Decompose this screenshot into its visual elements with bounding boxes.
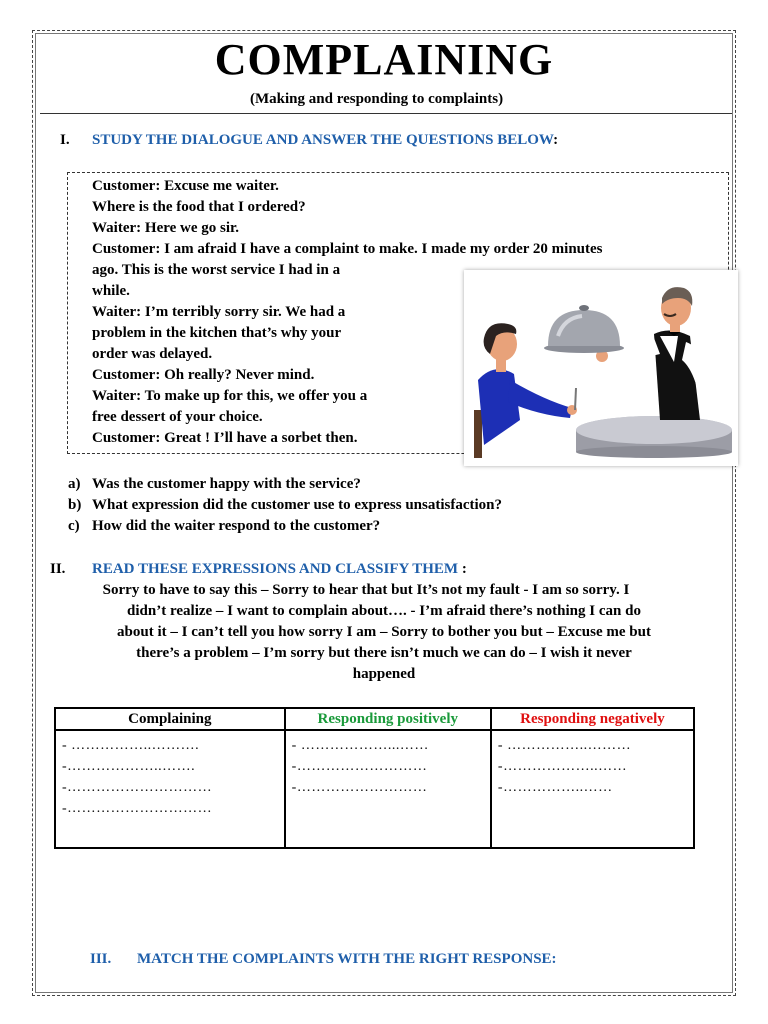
answer-line[interactable]: -………………………… [62,780,213,795]
question-a [68,476,361,493]
dialogue-line: Waiter: To make up for this, we offer you a [92,388,368,404]
dialogue-line: Waiter: I’m terribly sorry sir. We had a [92,304,346,320]
section-1-colon: : [553,132,559,148]
classification-table [54,707,695,849]
question-label: c) [68,518,80,534]
answer-line[interactable]: -……………..…… [497,780,613,795]
dialogue-line: Customer: Excuse me waiter. [92,178,279,194]
dialogue-line: problem in the kitchen that’s why your [92,325,342,341]
expression-line: Sorry to have to say this – Sorry to hear that but It’s not my fault - I am so sorry. I [102,582,630,598]
answer-line[interactable]: - ……………..……… [497,738,632,753]
question-text: How did the waiter respond to the customer? [92,518,381,534]
answer-line[interactable]: - ……………..………. [62,738,200,753]
title-divider [40,113,732,114]
dialogue-line: Where is the food that I ordered? [92,199,306,215]
expression-line: about it – I can’t tell you how sorry I am – Sorry to bother you but – Excuse me but [117,624,651,640]
question-text: Was the customer happy with the service? [92,476,361,492]
answer-line[interactable]: -………………………… [62,801,213,816]
table-header-row [55,708,694,730]
header-responding-negatively: Responding negatively [491,708,694,730]
question-label: b) [68,497,82,513]
positive-answers-cell[interactable] [285,730,491,848]
table-row [55,730,694,848]
question-c [68,518,380,535]
section-2-heading [50,561,467,578]
section-2-number: II. [50,561,66,577]
expression-line: there’s a problem – I’m sorry but there isn’t much we can do – I wish it never [136,645,632,661]
answer-line[interactable]: -……………………… [291,759,428,774]
dialogue-line: order was delayed. [92,346,213,362]
dialogue-line: Customer: Oh really? Never mind. [92,367,315,383]
question-label: a) [68,476,81,492]
section-3-number: III. [90,951,112,967]
section-3-title: MATCH THE COMPLAINTS WITH THE RIGHT RESPONSE: [137,951,557,967]
section-3-heading [90,951,557,968]
header-complaining: Complaining [55,708,285,730]
waiter-customer-illustration [464,270,738,466]
section-2-title: READ THESE EXPRESSIONS AND CLASSIFY THEM [92,561,459,577]
question-b [68,497,502,514]
section-1-heading [60,132,558,149]
header-responding-positively: Responding positively [285,708,491,730]
answer-line[interactable]: -……………………… [291,780,428,795]
dialogue-line: Customer: Great ! I’ll have a sorbet then. [92,430,358,446]
section-2-colon: : [458,561,467,577]
answer-line[interactable]: -………………..……. [62,759,196,774]
section-1-title: STUDY THE DIALOGUE AND ANSWER THE QUESTIONS BELOW [92,132,554,148]
expression-line: happened [352,666,416,682]
answer-line[interactable]: -………………..…… [497,759,628,774]
dialogue-line: Customer: I am afraid I have a complaint to make. I made my order 20 minutes [92,241,603,257]
section-1-number: I. [60,132,70,148]
worksheet-title: COMPLAINING [214,35,554,84]
dialogue-line: ago. This is the worst service I had in a [92,262,341,278]
worksheet-subtitle: (Making and responding to complaints) [250,91,504,107]
dialogue-line: Waiter: Here we go sir. [92,220,240,236]
complaining-answers-cell[interactable] [55,730,285,848]
dialogue-line: while. [92,283,130,299]
expression-line: didn’t realize – I want to complain about…. - I’m afraid there’s nothing I can do [127,603,641,619]
question-text: What expression did the customer use to express unsatisfaction? [92,497,503,513]
dialogue-line: free dessert of your choice. [92,409,263,425]
answer-line[interactable]: - ………………...…… [291,738,429,753]
negative-answers-cell[interactable] [491,730,694,848]
